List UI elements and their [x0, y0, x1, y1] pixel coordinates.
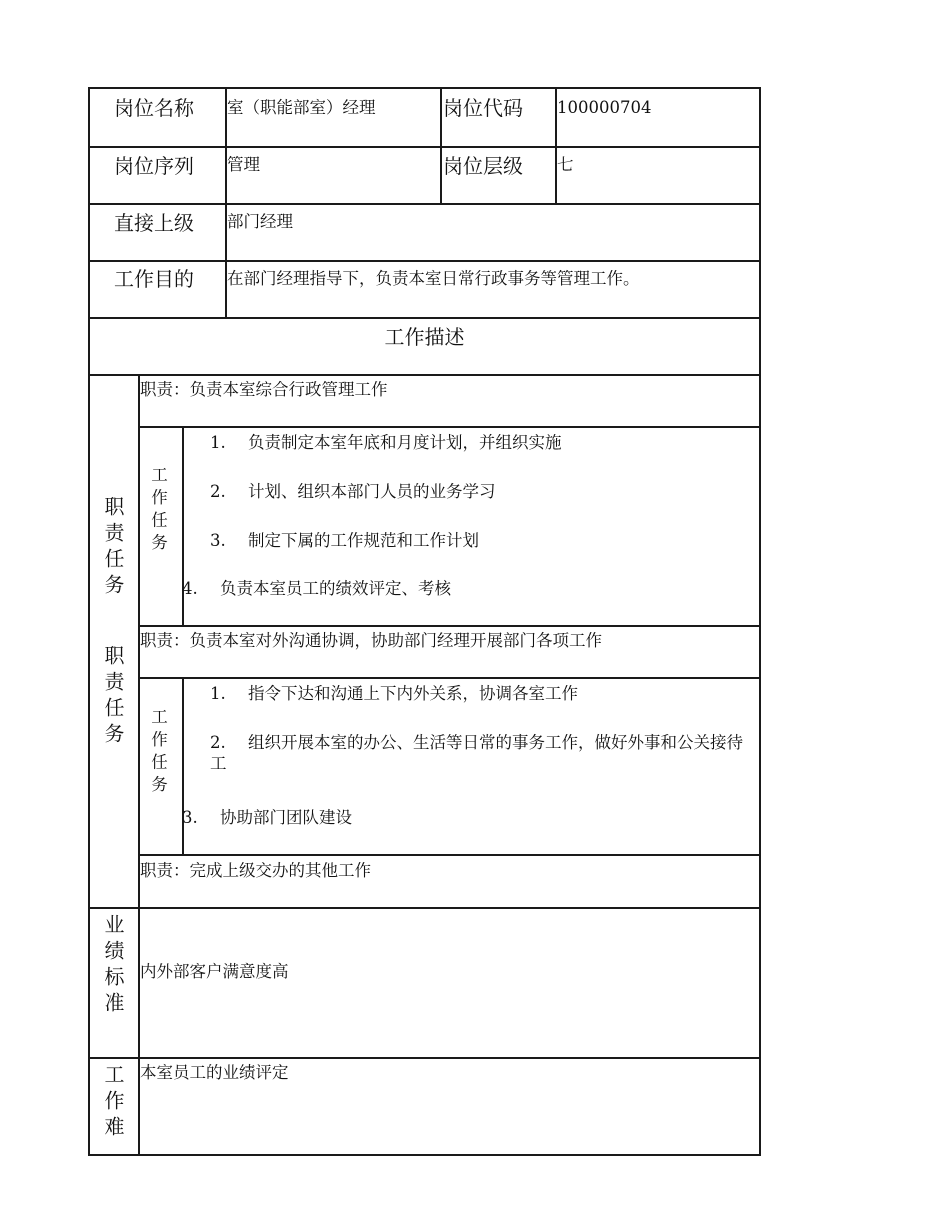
table-border — [440, 87, 442, 204]
superior-value: 部门经理 — [227, 212, 293, 231]
duty-2: 职责：负责本室对外沟通协调，协助部门经理开展部门各项工作 — [140, 631, 602, 650]
duty-1: 职责：负责本室综合行政管理工作 — [140, 380, 388, 399]
duty-side-label: 职责任务 — [101, 645, 125, 749]
table-border — [88, 374, 761, 376]
position-name-label: 岗位名称 — [114, 96, 194, 120]
table-border — [88, 87, 90, 1156]
position-code-label: 岗位代码 — [443, 96, 523, 120]
table-border — [88, 87, 761, 89]
sequence-label: 岗位序列 — [114, 154, 194, 178]
level-value: 七 — [557, 155, 574, 174]
table-border — [88, 260, 761, 262]
table-border — [88, 203, 761, 205]
task-item: 1. 指令下达和沟通上下内外关系，协调各室工作 — [210, 684, 578, 703]
position-name-value: 室（职能部室）经理 — [227, 98, 376, 117]
table-border — [88, 1057, 761, 1059]
table-border — [88, 146, 761, 148]
superior-label: 直接上级 — [114, 211, 194, 235]
section-title: 工作描述 — [384, 325, 465, 349]
level-label: 岗位层级 — [443, 154, 523, 178]
table-border — [138, 374, 140, 1156]
sequence-value: 管理 — [227, 155, 260, 174]
table-border — [88, 317, 761, 319]
task-item: 4. 负责本室员工的绩效评定、考核 — [182, 579, 451, 598]
task-item: 2. 计划、组织本部门人员的业务学习 — [210, 482, 496, 501]
performance-label: 业绩标准 — [101, 914, 125, 1018]
purpose-label: 工作目的 — [114, 267, 194, 291]
task-item: 3. 制定下属的工作规范和工作计划 — [210, 531, 479, 550]
table-border — [759, 87, 761, 1156]
table-border — [139, 854, 761, 856]
work-task-label: 工作任务 — [148, 708, 168, 798]
work-task-label: 工作任务 — [148, 466, 168, 556]
performance-value: 内外部客户满意度高 — [140, 962, 289, 981]
duty-3: 职责：完成上级交办的其他工作 — [140, 861, 371, 880]
purpose-value: 在部门经理指导下，负责本室日常行政事务等管理工作。 — [227, 269, 640, 288]
table-border — [139, 426, 761, 428]
duty-side-label: 职责任务 — [101, 496, 125, 600]
table-border — [88, 1154, 761, 1156]
difficulty-value: 本室员工的业绩评定 — [140, 1063, 289, 1082]
difficulty-label: 工作难 — [101, 1064, 125, 1142]
table-border — [88, 907, 761, 909]
table-border — [139, 677, 761, 679]
task-item: 3. 协助部门团队建设 — [182, 808, 352, 827]
position-code-value: 100000704 — [557, 98, 652, 117]
table-border — [139, 625, 761, 627]
task-item: 2. 组织开展本室的办公、生活等日常的事务工作，做好外事和公关接待工 — [210, 733, 743, 774]
task-item: 1. 负责制定本室年底和月度计划，并组织实施 — [210, 433, 562, 452]
